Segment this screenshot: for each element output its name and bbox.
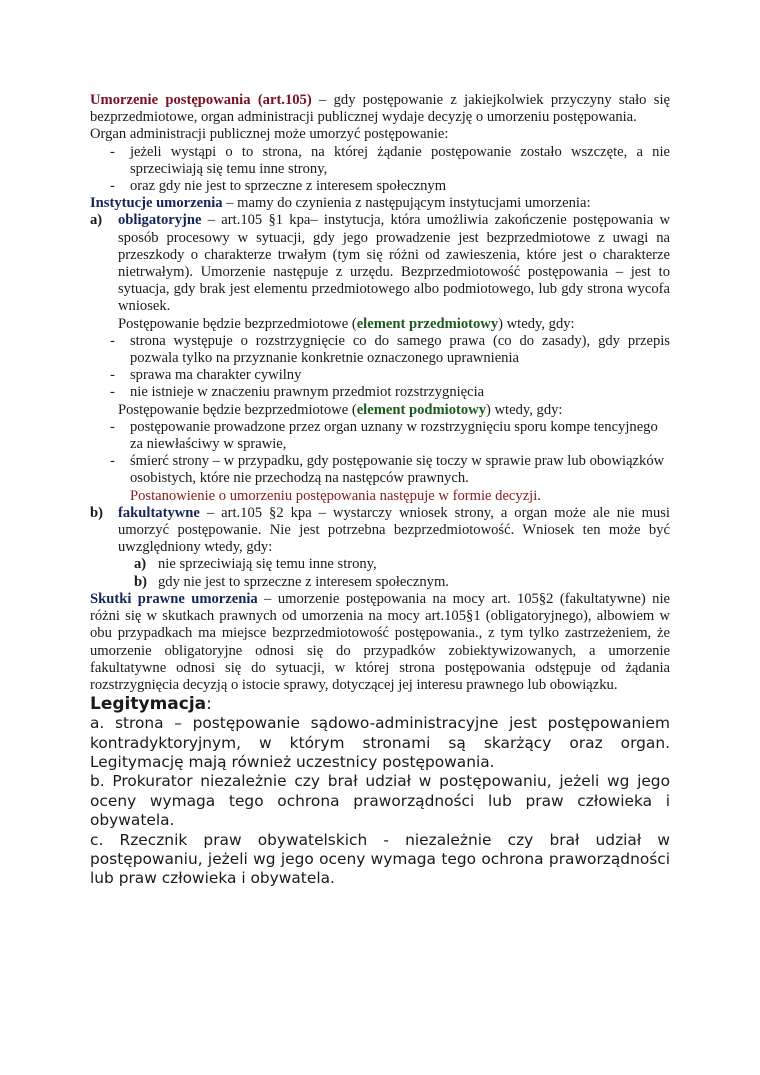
skutki-paragraph: Skutki prawne umorzenia – umorzenie postępowania na mocy art. 105§2 (fakultatywne) nie różni się w skutkach prawnych od umorzenia na mocy art.105§1 (obligatoryjnego), albowiem w obu przypadkach ma miejsce bezprzedmiotowość postępowania., z tym tylko zastrzeżeniem, że umorzenie obligatoryjne odnosi się do przypadków zobiektywizowanych, a umorzenie fakultatywne odnosi się do sytuacji, w której strona postępowania odstępuje od żądania rozstrzygnięcia decyzją o istocie sprawy, dotyczącej jej interesu prawnego lub obowiązku. [90, 590, 670, 693]
postanowienie-note: Postanowienie o umorzeniu postępowania następuje w formie decyzji. [130, 487, 541, 504]
list-item: - nie istnieje w znaczeniu prawnym przedmiot rozstrzygnięcia [110, 384, 485, 401]
legitymacja-item-b: b. Prokurator niezależnie czy brał udział w postępowaniu, jeżeli wg jego oceny wymaga tego ochrona praworządności lub praw człowieka i obywatela. [90, 772, 670, 830]
fakultatywne-label: fakultatywne [118, 504, 200, 521]
podmiotowy-intro: Postępowanie będzie bezprzedmiotowe (element podmiotowy) wtedy, gdy: [118, 401, 563, 418]
instytucje-title: Instytucje umorzenia [90, 195, 223, 212]
list-item: - postępowanie prowadzone przez organ uznany w rozstrzygnięciu sporu kompe tencyjnego za niewłaściwy w sprawie, [110, 418, 658, 453]
list-item: - sprawa ma charakter cywilny [110, 367, 302, 384]
list-item: - jeżeli wystąpi o to strona, na której żądanie postępowanie zostało wszczęte, a nie sprzeciwiają się temu inne strony, [110, 143, 670, 177]
list-item: b) gdy nie jest to sprzeczne z interesem społecznym. [134, 573, 449, 590]
instytucje-paragraph: Instytucje umorzenia – mamy do czynienia z następującym instytucjami umorzenia: [90, 195, 591, 212]
document-page [90, 92, 670, 889]
legitymacja-item-a: a. strona – postępowanie sądowo-administracyjne jest postępowaniem kontradyktoryjnym, w którym stronami są skarżący oraz organ. Legitymację mają również uczestnicy postępowania. [90, 714, 670, 771]
legitymacja-item-c: c. Rzecznik praw obywatelskich - niezależnie czy brał udział w postępowaniu, jeżeli wg jego oceny wymaga tego ochrona praworządności lub praw człowieka i obywatela. [90, 830, 670, 888]
umorzenie-intro: Organ administracji publicznej może umorzyć postępowanie: [90, 126, 449, 143]
umorzenie-title: Umorzenie postępowania (art.105) [90, 92, 312, 108]
obligatoryjne-label: obligatoryjne [118, 212, 202, 229]
obligatoryjne-item: a) obligatoryjne – art.105 §1 kpa– instytucja, która umożliwia zakończenie postępowania w sposób procesowy w sytuacji, gdy jego prowadzenie jest bezprzedmiotowe z uwagi na przeszkody o charakterze trwałym (tym się różni od zawieszenia, które jest o charakterze nietrwałym). Umorzenie następuje z urzędu. Bezprzedmiotowość postępowania – jest to sytuacja, gdy brak jest elementu przedmiotowego albo podmiotowego, lub gdy strona wycofa wniosek. [90, 212, 670, 315]
skutki-title: Skutki prawne umorzenia [90, 590, 258, 607]
legitymacja-section [90, 694, 670, 889]
umorzenie-paragraph [90, 92, 670, 126]
list-item: - strona występuje o rozstrzygnięcie co do samego prawa (co do zasady), gdy przepis pozwala tylko na przyznanie konkretnie oznaczonego uprawnienia [110, 332, 670, 367]
list-item: a) nie sprzeciwiają się temu inne strony, [134, 556, 377, 573]
umorzenie-text: – gdy postępowanie z jakiejkolwiek przyczyny stało się bezprzedmiotowe, organ administracji publicznej wydaje decyzję o umorzeniu postępowania. [90, 92, 670, 126]
fakultatywne-item: b) fakultatywne – art.105 §2 kpa – wystarczy wniosek strony, a organ może ale nie musi umorzyć postępowanie. Nie jest potrzebna bezprzedmiotowość. Wniosek ten może być uwzględniony wtedy, gdy: [90, 504, 670, 556]
legitymacja-heading: Legitymacja: [90, 694, 212, 715]
przedmiotowy-intro: Postępowanie będzie bezprzedmiotowe (element przedmiotowy) wtedy, gdy: [118, 315, 575, 332]
list-item: - śmierć strony – w przypadku, gdy postępowanie się toczy w sprawie praw lub obowiązków osobistych, które nie przechodzą na następców prawnych. [110, 453, 665, 487]
list-item: - oraz gdy nie jest to sprzeczne z interesem społecznym [110, 178, 447, 195]
